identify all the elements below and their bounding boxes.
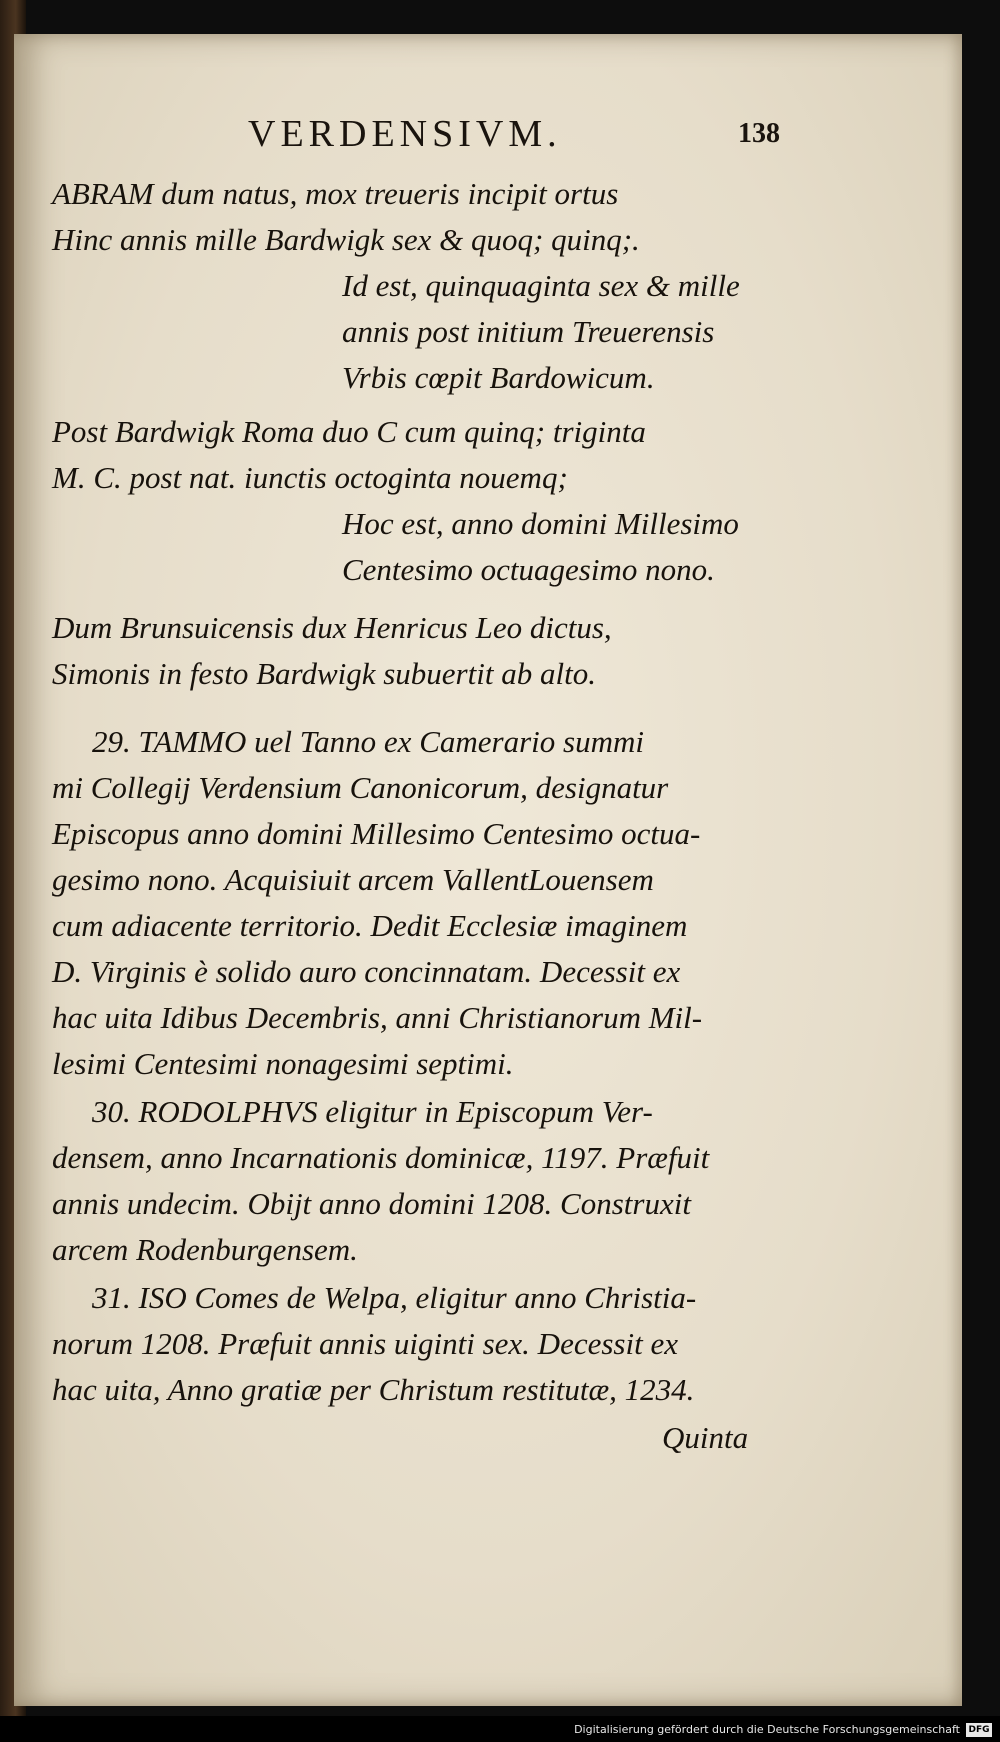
paragraph-line: hac uita Idibus Decembris, anni Christianorum Mil- xyxy=(52,1000,703,1035)
paragraph-line: gesimo nono. Acquisiuit arcem VallentLouensem xyxy=(52,862,654,897)
paragraph-line: norum 1208. Præfuit annis uiginti sex. Decessit ex xyxy=(52,1326,678,1361)
gloss-line: annis post initium Treuerensis xyxy=(342,314,715,349)
verse-line: Dum Brunsuicensis dux Henricus Leo dictus, xyxy=(52,610,612,645)
paragraph-line: lesimi Centesimi nonagesimi septimi. xyxy=(52,1046,514,1081)
paragraph-line: arcem Rodenburgensem. xyxy=(52,1232,358,1267)
paragraph-line: 29. TAMMO uel Tanno ex Camerario summi xyxy=(92,724,644,759)
verse-line: Simonis in festo Bardwigk subuertit ab alto. xyxy=(52,656,596,691)
paragraph-line: 31. ISO Comes de Welpa, eligitur anno Christia- xyxy=(92,1280,697,1315)
running-head-title: VERDENSIVM. xyxy=(248,113,562,155)
paragraph-line: Episcopus anno domini Millesimo Centesimo octua- xyxy=(52,816,701,851)
dfg-logo: DFG xyxy=(966,1723,992,1737)
paragraph-line: cum adiacente territorio. Dedit Ecclesiæ imaginem xyxy=(52,908,688,943)
gloss-line: Centesimo octuagesimo nono. xyxy=(342,552,715,587)
paragraph-line: densem, anno Incarnationis dominicæ, 1197. Præfuit xyxy=(52,1140,710,1175)
paragraph-line: annis undecim. Obijt anno domini 1208. Construxit xyxy=(52,1186,691,1221)
verse-line: M. C. post nat. iunctis octoginta nouemq; xyxy=(52,460,568,495)
verse-line: Post Bardwigk Roma duo C cum quinq; triginta xyxy=(52,414,646,449)
running-head xyxy=(0,112,1000,160)
gloss-line: Hoc est, anno domini Millesimo xyxy=(342,506,739,541)
paragraph-line: 30. RODOLPHVS eligitur in Episcopum Ver- xyxy=(92,1094,653,1129)
gloss-line: Id est, quinquaginta sex & mille xyxy=(342,268,740,303)
verse-line: ABRAM dum natus, mox treueris incipit ortus xyxy=(52,176,619,211)
catchword: Quinta xyxy=(662,1420,749,1455)
page-number: 138 xyxy=(738,118,780,149)
gloss-line: Vrbis cœpit Bardowicum. xyxy=(342,360,655,395)
paragraph-line: D. Virginis è solido auro concinnatam. Decessit ex xyxy=(52,954,681,989)
paragraph-line: hac uita, Anno gratiæ per Christum restitutæ, 1234. xyxy=(52,1372,695,1407)
verse-line: Hinc annis mille Bardwigk sex & quoq; quinq;. xyxy=(52,222,640,257)
digitization-footer xyxy=(0,1716,1000,1742)
footer-credit: Digitalisierung gefördert durch die Deutsche Forschungsgemeinschaft xyxy=(574,1723,960,1736)
paragraph-line: mi Collegij Verdensium Canonicorum, designatur xyxy=(52,770,669,805)
